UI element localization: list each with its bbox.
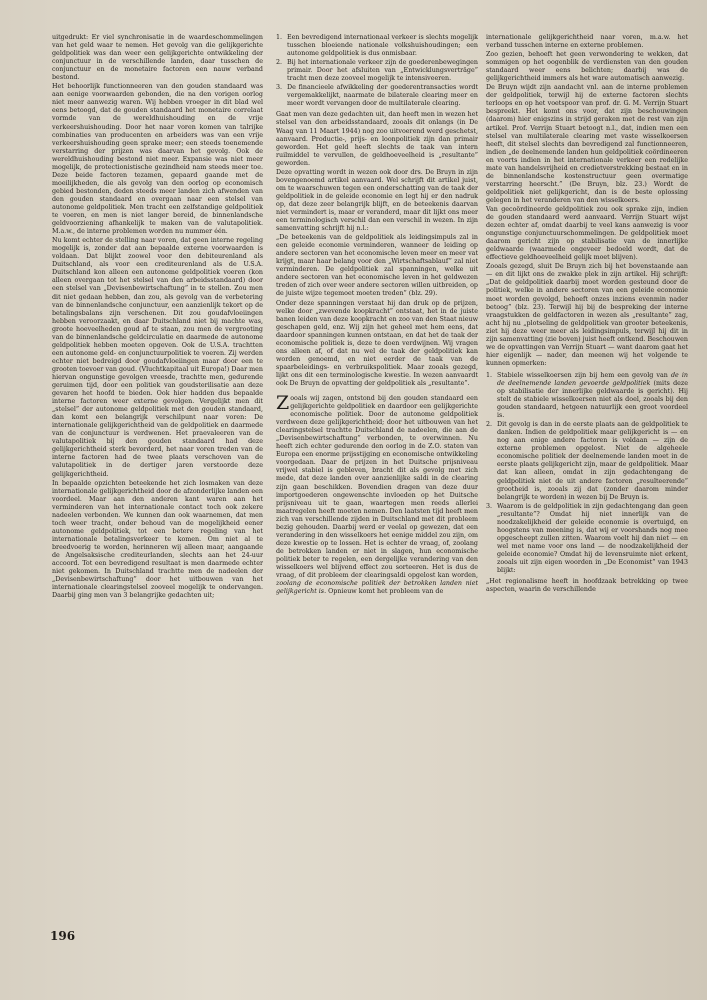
list-number: 1. — [486, 371, 493, 379]
list-number: 3. — [276, 84, 283, 92]
list-number: 2. — [486, 421, 493, 429]
paragraph: Zooals gezegd, sluit De Bruyn zich bij het bovenstaande aan — en dit lijkt ons de zwakke plek in zijn artikel. Hij schrijft: „Dat de geldpolitiek daarbij moet worden gesteund door de politiek, welke in andere sectoren van een geleide economie moet worden gevolgd, behoeft onzes inziens evenmin nader betoog” (blz. 23). Terwijl hij bij de bespreking der interne vraagstukken de geldfactoren in wezen als „resultante” zag, acht hij nu „plotseling de geldpolitiek van grooter beteekenis, ziet hij deze weer meer als leidingsimpuls, terwijl hij dit in zijn samenvatting (zie boven) juist heeft ontkend. Beschouwen we de opvattingen van Verrijn Stuart — want daarom gaat het hier eigenlijk — nader, dan meenen wij het volgende te kunnen opmerken: — [486, 263, 688, 367]
list-number: 3. — [486, 502, 493, 510]
quote-paragraph: „Het regionalisme heeft in hoofdzaak betrekking op twee aspecten, waarin de verschillende — [486, 578, 688, 594]
paragraph: De Bruyn wijdt zijn aandacht vnl. aan de interne problemen der geldpolitiek, terwijl hij de externe factoren slechts terloops en op het voetspoor van prof. dr. G. M. Verrijn Stuart bespreekt. Het komt ons voor, dat zijn beschouwingen (daarom) hier enigszins in strijd geraken met de rest van zijn artikel. Prof. Verrijn Stuart betoogt n.l., dat, indien men een stelsel van multilaterale clearing met vaste wisselkoersen heeft, dit stelsel slechts dan bevredigend zal functionneeren, indien „de deelnemende landen hun geldpolitiek coördineeren en voorts indien in het internationale verkeer een redelijke mate van handelsvrijheid en credietverstrekking bestaat en in de binnenlandsche kostenstructuur geen overmatige verstarring heerscht.” (De Bruyn, blz. 23.) Wordt de geldpolitiek niet gelijkgericht, dan is de beste oplossing gelegen in het veranderen van den wisselkoers. — [486, 84, 688, 204]
list-text: Dit gevolg is dan in de eerste plaats aan de geldpolitiek te danken. Indien de geldpolitiek maar gelijkgericht is — en nog aan enige andere factoren is voldaan — zijn de externe problemen opgelost. Niet de algeheele economische politiek der deelnemende landen moet in de eerste plaats gelijkgericht zijn, maar de geldpolitiek. Maar dat kan alleen, omdat in zijn gedachtengang de geldpolitiek niet de uit andere factoren „resulteerende” grootheid is, zooals zij dat (zonder daarom minder belangrijk te worden) in wezen bij De Bruyn is. — [497, 421, 688, 501]
paragraph: Van gecoördineerde geldpolitiek zou ook sprake zijn, indien de gouden standaard werd aanvaard. Verrijn Stuart wijst dezen echter af, omdat daarbij te veel kans aanwezig is voor ongunstige conjunctuurschommelingen. De geldpolitiek moet daarom gericht zijn op stabilisatie van de innerlijke geldwaarde (waarmede ongeveer bedoeld wordt, dat de effectieve geldhoeveelheid gelijk moet blijven). — [486, 205, 688, 262]
list-text: Waarom is de geldpolitiek in zijn gedachtengang dan geen „resultante”? Omdat hij niet innerlijk van de noodzakelijkheid der geleide economie is overtuigd, en hoogstens van meening is, dat wij er voorshands nog mee opgescheept zullen zitten. Waarom voelt hij dan niet — en wel met name voor ons land — de noodzakelijkheid der geleide economie? Omdat hij de levensruimte niet erkent, zooals uit zijn eigen woorden in „De Economist” van 1943 blijkt: — [497, 502, 688, 575]
list-item — [276, 59, 478, 83]
numbered-list — [486, 372, 688, 575]
paragraph: Het behoorlijk functionneeren van den gouden standaard was aan eenige voorwaarden gebonden, die na den vorigen oorlog niet meer aanwezig waren. Wij hebben vroeger in dit blad wel eens betoogd, dat de gouden standaard het monetaire correlaat vormde van de wereldhuishouding en de vrije verkeershuishouding. Door het naar voren komen van talrijke combinaties van producenten en arbeiders was van een vrije verkeershuishouding geen sprake meer; een steeds toenemende verstarring der prijzen was daarvan het gevolg. Ook de wereldhuishouding bestond niet meer. Expansie was niet meer mogelijk, de protectionistische gezindheid nam steeds meer toe. Deze beide factoren tezamen, gepaard gaande met de moeilijkheden, die als gevolg van den oorlog op economisch gebied bestonden, deden steeds meer landen zich afwenden van den gouden standaard en overgaan naar een stelsel van autonome geldpolitiek. Men tracht een zelfstandige geldpolitiek te voeren, en men is niet langer bereid, de binnenlandsche geldvoorziening afhankelijk te maken van de valutapolitiek. M.a.w., de interne problemen worden nu nummer één. — [52, 83, 263, 236]
quote-paragraph: „De beteekenis van de geldpolitiek als leidingsimpuls zal in een geleide economie verminderen, wanneer de leiding op andere sectoren van het economische leven meer en meer vat krijgt, maar haar belang voor den „Wirtschaftsablauf” zal niet verminderen. De geldpolitiek zal spanningen, welke uit andere sectoren van het economische leven in het geldwezen treden of zich over weer andere sectoren willen uitbreiden, op de juiste wijze tegemoet moeten treden” (blz. 29). — [276, 234, 478, 298]
paragraph: Deze opvatting wordt in wezen ook door drs. De Bruyn in zijn bovengenoemd artikel aanvaard. Wel schrijft dit artikel juist, om te waarschuwen tegen een onderschatting van de taak der geldpolitiek in de geleide economie en legt hij er den nadruk op, dat deze zeer belangrijk blijft, en de beteekenis daarvan niet vermindert is, maar er veranderd, maar dit lijkt ons meer een terminologisch verschil dan een verschil in wezen. In zijn samenvatting schrijft hij n.l.: — [276, 168, 478, 233]
list-number: 1. — [276, 34, 283, 41]
paragraph: Onder deze spanningen verstaat hij dan druk op de prijzen, welke door „zwevende koopkracht” ontstaat, het in de juiste banen leiden van deze koopkracht en zoo van den Staat nieuw geschapen geld, enz. Wij zijn het geheel met hem eens, dat daardoor spanningen kunnen ontstaan, en dat het de taak der economische politiek is, deze te doen verdwijnen. Wij vragen ons alleen af, of dat nu wel de taak der geldpolitiek kan worden genoemd, en niet eerder de taak van de spaarbeleidings- en verbruikspolitiek. Maar zooals gezegd, lijkt ons dit een terminologische kwestie. In wezen aanvaardt ook De Bruyn de opvatting der geldpolitiek als „resultante”. — [276, 299, 478, 387]
list-text: Stabiele wisselkoersen zijn bij hem een gevolg van — [497, 371, 671, 379]
list-item — [276, 84, 478, 108]
paragraph: Nu komt echter de stelling naar voren, dat geen interne regeling mogelijk is, zonder dat aan bepaalde externe voorwaarden is voldaan. Dat blijkt zoowel voor den debiteurenland als Duitschland, als voor een crediteurenland als de U.S.A. Duitschland kon alleen een autonome geldpolitiek voeren (kon alleen overgaan tot het stelsel van den arbeidsstandaard) door een stelsel van „Devisenbewirtschaftung” in te stellen. Zou men dit niet gedaan hebben, dan zou, als gevolg van de verbetering van de binnenlandsche conjunctuur, een aanzienlijk tekort op de betalingsbalans zijn verschenen. Dit zou goudafvloeiingen hebben veroorzaakt, en daar Duitschland niet bij machte was, groote hoeveelheden goud af te staan, zou men de vergrooting van de binnenlandsche geldcirculatie en daarmede de autonome geldpolitiek hebben moeten opgeven. Ook de U.S.A. trachtten een autonome geld- en conjunctuurpolitiek te voeren. Zij werden echter niet bedreigd door goudafvloeiingen maar door een te grooten toevoer van goud. (Vluchtkapitaal uit Europa!) Daar men hiervan ongunstige gevolgen vreesde, trachtte men, gedurende geruimen tijd, door een politiek van goudsterilisatie aan deze gevaren het hoofd te bieden. Ook hier hadden dus bepaalde interne factoren weer externe gevolgen. Vergelijkt men dit „stelsel” der autonome geldpolitiek met den gouden standaard, dan komt een belangrijk verschilpunt naar voren: De internationale gelijkgerichtheid van de geldpolitiek en daarmede van de conjunctuur is verdwenen. Het praevaleeren van de valutapolitiek bij den gouden standaard had deze gelijkgerichtheid sterk bevorderd, het naar voren treden van de interne factoren had de twee plaats verschoven van de valutapolitiek in de dertiger jaren verstoorde deze gelijkgerichtheid. — [52, 237, 263, 478]
list-text: De financieele afwikkeling der goederentransacties wordt vergemakkelijkt, naarmate de bilaterale clearing meer en meer wordt vervangen door de multilaterale clearing. — [287, 84, 478, 108]
paragraph-text-end: . Opnieuw komt het probleem van de — [324, 588, 444, 596]
list-number: 2. — [276, 59, 283, 67]
paragraph: Gaat men van deze gedachten uit, dan heeft men in wezen het stelsel van den arbeidsstandaard, zooals dit onlangs (in De Waag van 11 Maart 1944) nog zoo uitvoerend werd geschetst, aanvaard. Productie-, prijs- en loonpolitiek zijn dan primair geworden. Het geld heeft slechts de taak van intern ruilmiddel te vervullen, de geldhoeveelheid is „resultante” geworden. — [276, 111, 478, 167]
emphasis-text: de in de deelnemende landen gevoerde geldpolitiek — [497, 371, 688, 387]
numbered-list — [276, 34, 478, 108]
paragraph: uitgedrukt: Er viel synchronisatie in de waardeschommelingen van het geld waar te nemen. Het gevolg van die gelijkgerichte geldpolitiek was dan weer een gelijkgerichte ontwikkeling der conjunctuur in de verschillende landen, daar tusschen de conjunctuur en de monetaire factoren een nauw verband bestond. — [52, 34, 263, 82]
drop-cap: Z — [276, 392, 290, 415]
section-paragraph — [276, 392, 478, 596]
list-item — [486, 421, 688, 501]
emphasis-text: zoolang de economische politiek der betrokken landen niet gelijkgericht is — [276, 580, 478, 596]
paragraph: internationale gelijkgerichtheid naar voren, m.a.w. het verband tusschen interne en externe problemen. — [486, 34, 688, 50]
paragraph: Zoo gezien, behoeft het geen verwondering te wekken, dat sommigen op het oogenblik de verdiensten van den gouden standaard weer eens belichten; daarbij was de gelijkgerichtheid immers als het ware automatisch aanwezig. — [486, 51, 688, 83]
column-left — [52, 34, 263, 946]
list-item — [486, 372, 688, 420]
paragraph: In bepaalde opzichten beteekende het zich losmaken van deze internationale gelijkgerichtheid door de afzonderlijke landen een voordeel. Maar aan den anderen kant waren aan het verminderen van het internationale contact toch ook zekere nadeelen verbonden. We kunnen dan ook waarnemen, dat men toch weer tracht, onder behoud van de mogelijkheid eener autonome geldpolitiek, tot een betere regeling van het internationale betalingsverkeer te komen. Om niet al te breedvoerig te worden, herinneren wij alleen maar, aangaande de Angelsaksische crediteurlanden, slechts aan het 24-uur accoord. Tot een bevredigend resultaat is men daarmede echter niet gekomen. In Duitschland trachtte men de nadeelen der „Devisenbewirtschaftung” door het uitbouwen van het internationale clearingstelsel zooveel mogelijk te ondervangen. Daarbij ging men van 3 belangrijke gedachten uit; — [52, 479, 263, 600]
list-text: Bij het internationale verkeer zijn de goederenbewegingen primair. Door het afsluiten van „Entwicklungsverträge” tracht men deze zooveel mogelijk te intensiveeren. — [287, 59, 478, 83]
column-middle — [276, 34, 478, 946]
page-number: 196 — [50, 929, 76, 943]
paragraph-text: ooals wij zagen, ontstond bij den gouden standaard een gelijkgerichte geldpolitiek en daardoor een gelijkgerichte economische politiek. Door de autonome geldpolitiek verdween deze gelijkgerichtheid; door het uitbouwen van het clearingstelsel trachtte Duitschland de nadeelen, die aan de „Devisenbewirtschaftung” verbonden, te overwinnen. Nu heeft zich echter gedurende den oorlog in de Z.O. staten van Europa een enorme prijsstijging en economische ontwikkeling voorgedaan. Daar de prijzen in het Duitsche prijsniveau vrijwel stabiel is gebleven, bracht dit als gevolg met zich mede, dat deze landen over aanzienlijke saldi in de clearing zijn gaan beschikken. Bovendien dragen van deze duur importgoederen ongewenschte invloeden op het Duitsche prijsniveau uit te gaan, waartegen men reeds allerlei maatregelen heeft moeten nemen. Den laatsten tijd heeft men zich van verschillende zijden in Duitschland met dit probleem bezig gehouden. Daarbij werd er veelal op gewezen, dat een verandering in den wisselkoers het eenige middel zou zijn, om deze kwestie op te lossen. Het is echter de vraag, of, zoolang de betrokken landen er niet in slagen, hun economische politiek beter te regelen, een dergelijke verandering van den wisselkoers wel blijvend effect zou sorteeren. Het is dus de vraag, of dit probleem der clearingsaldi opgelost kan worden, — [276, 395, 478, 580]
list-text: Een bevredigend internationaal verkeer is slechts mogelijk tusschen bloeiende nationale volkshuishoudingen; een autonome geldpolitiek is dus onmisbaar. — [287, 34, 478, 58]
list-item — [276, 34, 478, 58]
list-item — [486, 503, 688, 575]
column-right — [486, 34, 688, 946]
list-text-end: (mits deze op stabilisatie der innerlijke geldwaarde is gericht). Hij stelt de stabiele wisselkoersen niet als doel, zooals bij den gouden standaard, hetgeen natuurlijk een groot voordeel is. — [497, 379, 688, 420]
